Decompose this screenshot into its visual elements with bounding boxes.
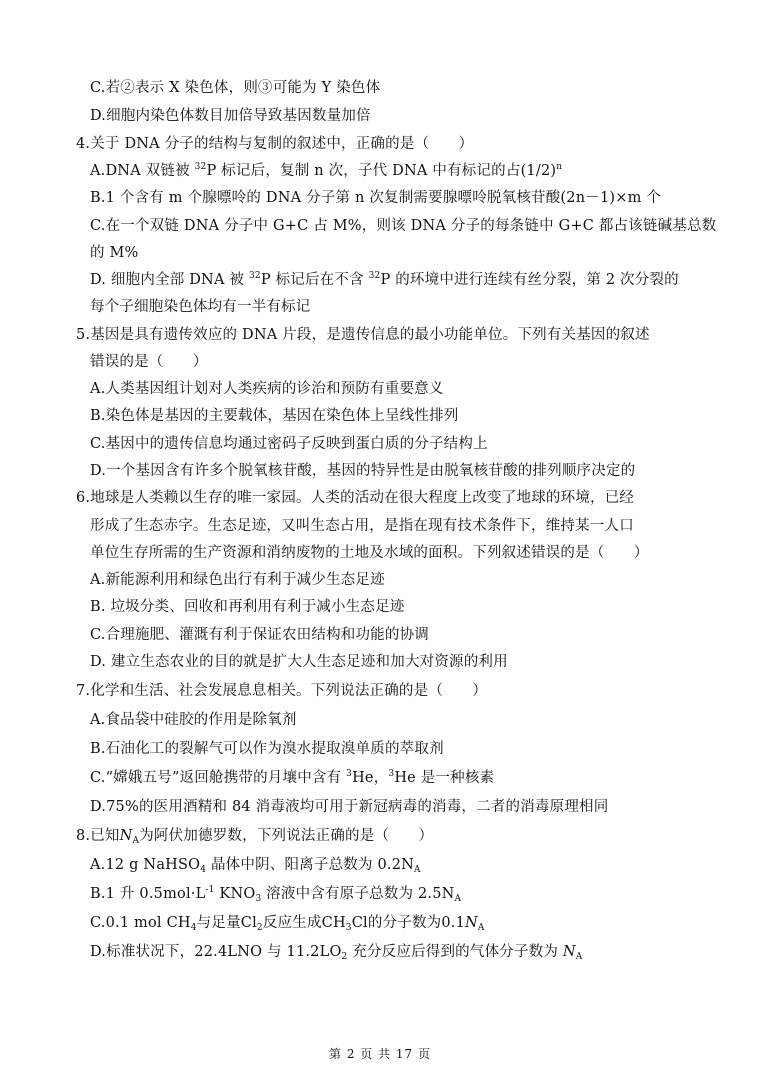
question-6-stem-line2: 形成了生态赤字。生态足迹，又叫生态占用，是指在现有技术条件下，维持某一人口	[90, 518, 634, 534]
option-q5-a: A.人类基因组计划对人类疾病的诊治和预防有重要意义	[90, 381, 444, 397]
option-q7-d: D.75%的医用酒精和 84 消毒液均可用于新冠病毒的消毒，二者的消毒原理相同	[90, 799, 609, 815]
option-q8-b: B.1 升 $0.5mol\cdot L^{-1}$ $KNO_3$ 溶液中含有原子总数为 $2.5N_A$	[90, 885, 462, 904]
question-8-stem: 8.已知$N_A$为阿伏加德罗数，下列说法正确的是（ ）	[76, 828, 434, 846]
option-q8-d: D.标准状况下，22.4LNO 与 $11.2LO_2$ 充分反应后得到的气体分子数为 $N_A$	[90, 944, 583, 962]
option-q3-c: C.若②表示 X 染色体，则③可能为 Y 染色体	[90, 80, 381, 96]
option-q4-c: C.在一个双链 DNA 分子中 G+C 占 M%，则该 DNA 分子的每条链中 G+C 都占该链碱基总数	[90, 218, 717, 234]
question-5-stem-continued: 错误的是（ ）	[90, 354, 208, 370]
option-q5-c: C.基因中的遗传信息均通过密码子反映到蛋白质的分子结构上	[90, 436, 488, 452]
option-q6-d: D. 建立生态农业的目的就是扩大人生态足迹和加大对资源的利用	[90, 654, 508, 670]
option-q4-c-continued: 的 M%	[90, 245, 139, 261]
option-q7-b: B.石油化工的裂解气可以作为溴水提取溴单质的萃取剂	[90, 741, 444, 757]
question-6-stem-line3: 单位生存所需的生产资源和消纳废物的土地及水域的面积。下列叙述错误的是（ ）	[90, 545, 649, 561]
option-q4-d-continued: 每个子细胞染色体均有一半有标记	[90, 299, 311, 315]
option-q5-d: D.一个基因含有许多个脱氧核苷酸，基因的特异性是由脱氧核苷酸的排列顺序决定的	[90, 463, 636, 479]
question-6-stem: 6.地球是人类赖以生存的唯一家园。人类的活动在很大程度上改变了地球的环境，已经	[76, 490, 635, 506]
option-q8-c: C.0.1 mol $CH_4$与足量$Cl_2$反应生成$CH_3Cl$的分子数为$0.1N_A$	[90, 915, 485, 933]
option-q4-d: D. 细胞内全部 DNA 被 $^{32}$P 标记后在不含 $^{32}$P 的环境中进行连续有丝分裂，第 2 次分裂的	[90, 271, 679, 288]
option-q7-a: A.食品袋中硅胶的作用是除氧剂	[90, 712, 297, 728]
question-7-stem: 7.化学和生活、社会发展息息相关。下列说法正确的是（ ）	[76, 683, 488, 699]
option-q5-b: B.染色体是基因的主要载体，基因在染色体上呈线性排列	[90, 408, 459, 424]
option-q8-a: A.12 g NaHSO$_4$ 晶体中阴、阳离子总数为 $0.2N_A$	[90, 857, 421, 875]
option-q6-b: B. 垃圾分类、回收和再利用有利于减小生态足迹	[90, 599, 405, 615]
option-q4-a: A.DNA 双链被 $^{32}$P 标记后，复制 n 次，子代 DNA 中有标记的占$(1/2)^n$	[90, 162, 563, 179]
option-q6-a: A.新能源利用和绿色出行有利于减少生态足迹	[90, 572, 385, 588]
option-q4-b: B.1 个含有 m 个腺嘌呤的 DNA 分子第 n 次复制需要腺嘌呤脱氧核苷酸(2n－1)×m 个	[90, 190, 662, 206]
question-4-stem: 4.关于 DNA 分子的结构与复制的叙述中，正确的是（ ）	[76, 136, 474, 152]
option-q3-d: D.细胞内染色体数目加倍导致基因数量加倍	[90, 108, 371, 124]
page-footer: 第 2 页 共 17 页	[329, 1047, 431, 1061]
option-q7-c: C.“嫦娥五号”返回舱携带的月壤中含有 $^3$He，$^3$He 是一种核素	[90, 769, 495, 786]
option-q6-c: C.合理施肥、灌溉有利于保证农田结构和功能的协调	[90, 627, 429, 643]
question-5-stem: 5.基因是具有遗传效应的 DNA 片段，是遗传信息的最小功能单位。下列有关基因的叙述	[76, 327, 650, 343]
